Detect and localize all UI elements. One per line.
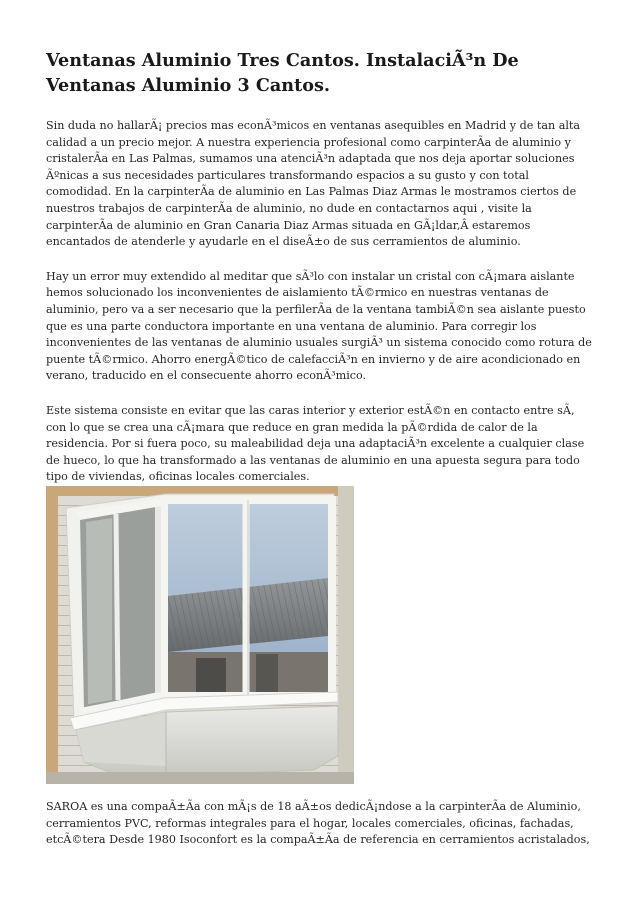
bay-window-photo	[46, 486, 354, 784]
article-continued	[46, 799, 596, 867]
article-title: Ventanas Aluminio Tres Cantos. InstalaciÃ³n De Ventanas Aluminio 3 Cantos.	[46, 50, 519, 96]
paragraph-1: Sin duda no hallarÃ¡ precios mas econÃ³micos en ventanas asequibles en Madrid y de tan alta calidad a un precio mejor. A nuestra experiencia profesional como carpinterÃa de aluminio y cristalerÃa en Las Palmas, sumamos una atenciÃ³n adaptada que nos deja aportar soluciones Ãºnicas a sus necesidades particulares transformando espacios a su gusto y con total comodidad. En la carpinterÃa de aluminio en Las Palmas Diaz Armas le mostramos ciertos de nuestros trabajos de carpinterÃa de aluminio, no dude en contactarnos aqui , visite la carpinterÃa de aluminio en Gran Canaria Diaz Armas situada en GÃ¡ldar,Â estaremos encantados de atenderle y ayudarle en el diseÃ±o de sus cerramientos de aluminio.	[46, 119, 581, 249]
paragraph-4: SAROA es una compaÃ±Ãa con mÃ¡s de 18 aÃ±os dedicÃ¡ndose a la carpinterÃa de Aluminio, cerramientos PVC, reformas integrales para el hogar, locales comerciales, oficinas, fachadas, etcÃ©tera Desde 1980 Isoconfort es la compaÃ±Ãa de referencia en cerramientos acristalados,	[46, 800, 590, 847]
paragraph-2: Hay un error muy extendido al meditar que sÃ³lo con instalar un cristal con cÃ¡mara aislante hemos solucionado los inconvenientes de aislamiento tÃ©rmico en nuestras ventanas de aluminio, pero va a ser necesario que la perfilerÃa de la ventana tambiÃ©n sea aislante puesto que es una parte conductora importante en una ventana de aluminio. Para corregir los inconvenientes de las ventanas de aluminio usuales surgiÃ³ un sistema conocido como rotura de puente tÃ©rmico. Ahorro energÃ©tico de calefacciÃ³n en invierno y de aire acondicionado en verano, traducido en el consecuente ahorro econÃ³mico.	[46, 269, 592, 383]
paragraph-3: Este sistema consiste en evitar que las caras interior y exterior estÃ©n en contacto entre sÃ, con lo que se crea una cÃ¡mara que reduce en gran medida la pÃ©rdida de calor de la residencia. Por si fuera poco, su maleabilidad deja una adaptaciÃ³n excelente a cualquier clase de hueco, lo que ha transformado a las ventanas de aluminio en una apuesta segura para todo tipo de viviendas, oficinas locales comerciales.	[46, 403, 585, 484]
article	[46, 48, 596, 504]
